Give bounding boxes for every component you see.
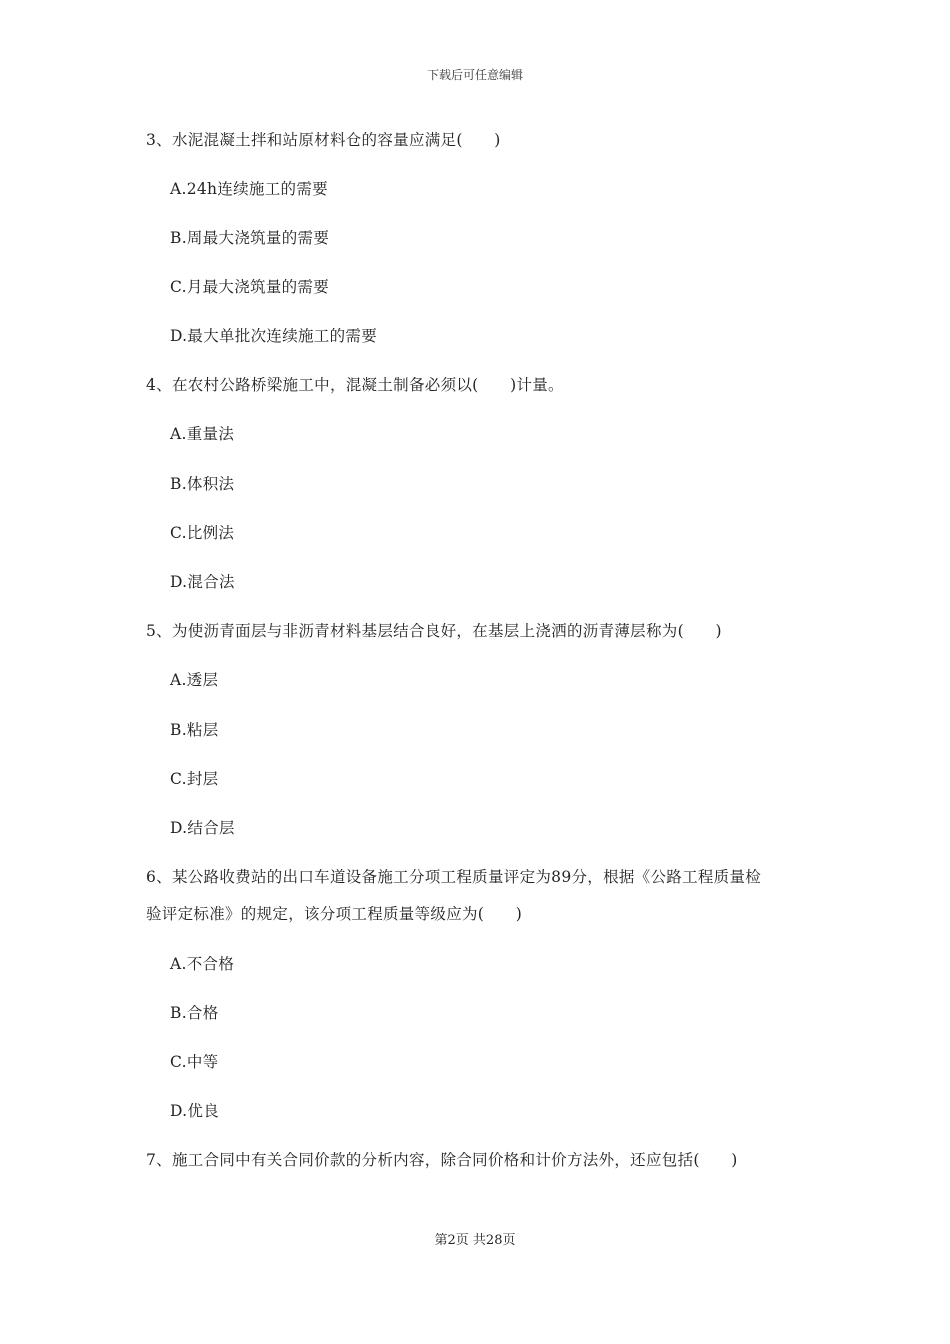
question-6-stem-line-2: 验评定标准》的规定，该分项工程质量等级应为( ) — [146, 905, 523, 923]
question-5-option-b: B.粘层 — [170, 721, 219, 739]
question-6-option-d: D.优良 — [170, 1102, 220, 1120]
question-5-option-a: A.透层 — [170, 671, 219, 689]
question-6-option-a: A.不合格 — [170, 955, 235, 973]
question-3-option-d: D.最大单批次连续施工的需要 — [170, 327, 378, 345]
question-4-option-a: A.重量法 — [170, 425, 235, 443]
question-5-stem: 5、为使沥青面层与非沥青材料基层结合良好，在基层上浇洒的沥青薄层称为( ) — [146, 622, 722, 640]
question-6-option-b: B.合格 — [170, 1004, 219, 1022]
page-header: 下载后可任意编辑 — [426, 68, 523, 82]
question-6-option-c: C.中等 — [170, 1053, 219, 1071]
question-4-option-d: D.混合法 — [170, 573, 235, 591]
question-6-stem-line-1: 6、某公路收费站的出口车道设备施工分项工程质量评定为89分，根据《公路工程质量检 — [146, 868, 762, 886]
question-4-option-b: B.体积法 — [170, 475, 235, 493]
question-3-option-c: C.月最大浇筑量的需要 — [170, 278, 330, 296]
question-3-option-b: B.周最大浇筑量的需要 — [170, 229, 330, 247]
question-7-stem: 7、施工合同中有关合同价款的分析内容，除合同价格和计价方法外，还应包括( ) — [146, 1151, 738, 1169]
question-5-option-d: D.结合层 — [170, 819, 235, 837]
question-4-stem: 4、在农村公路桥梁施工中，混凝土制备必须以( )计量。 — [146, 376, 564, 394]
question-3-stem: 3、水泥混凝土拌和站原材料仓的容量应满足( ) — [146, 131, 501, 149]
page-footer: 第2页 共28页 — [434, 1233, 516, 1248]
question-5-option-c: C.封层 — [170, 770, 219, 788]
question-3-option-a: A.24h连续施工的需要 — [170, 180, 328, 198]
question-4-option-c: C.比例法 — [170, 524, 235, 542]
